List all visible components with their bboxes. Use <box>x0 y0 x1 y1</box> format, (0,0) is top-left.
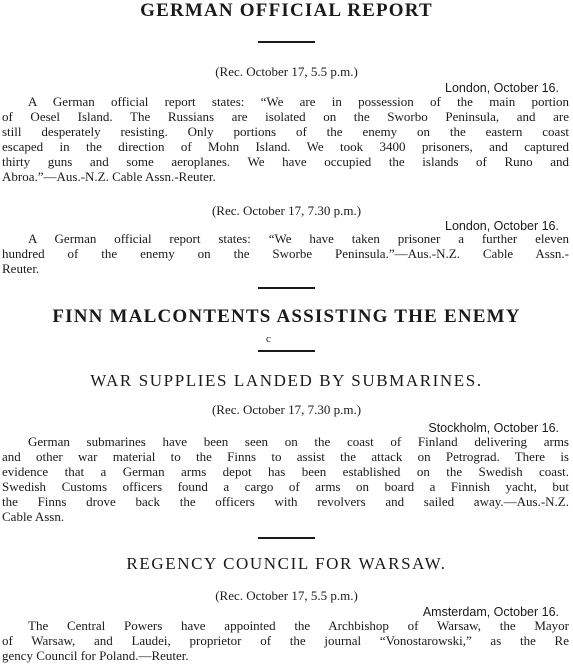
place-dateline: Amsterdam, October 16. <box>422 605 559 619</box>
body-line: A German official report states: “We are in possession of the main portion <box>28 94 569 109</box>
body-line: of Oesel Island. The Russians are isolated on the Sworbo Peninsula, and are <box>2 109 569 124</box>
body-line: hundred of the enemy on the Sworbe Peninsula.”—Aus.-N.Z. Cable Assn.- <box>2 246 569 261</box>
body-line: still desperately resisting. Only portions of the enemy on the eastern coast <box>2 124 569 139</box>
body-line: evidence that a German arms depot has been established on the Swedish coast. <box>2 464 569 479</box>
body-line: the Finns drove back the officers with revolvers and sailed away.—Aus.-N.Z. <box>2 494 569 509</box>
dispatch-body <box>0 94 573 184</box>
subheadline-war-supplies: WAR SUPPLIES LANDED BY SUBMARINES. <box>90 371 483 390</box>
body-line: and other war material to the Finns to assist the attack on Petrograd. There is <box>2 449 569 464</box>
dispatch-body <box>0 231 573 276</box>
headline-finn-malcontents: FINN MALCONTENTS ASSISTING THE ENEMY <box>52 306 521 327</box>
received-dateline: (Rec. October 17, 7.30 p.m.) <box>211 203 362 218</box>
body-line: Reuter. <box>2 261 40 276</box>
section-rule <box>258 287 315 289</box>
stray-mark: c <box>266 333 271 345</box>
headline-german-official-report: GERMAN OFFICIAL REPORT <box>140 0 433 21</box>
body-line: A German official report states: “We have taken prisoner a further eleven <box>28 231 569 246</box>
body-line: escaped in the direction of Mohn Island. We took 3400 prisoners, and captured <box>2 139 569 154</box>
received-dateline: (Rec. October 17, 7.30 p.m.) <box>211 402 362 417</box>
body-line: Swedish Customs officers found a cargo of arms on board a Finnish yacht, but <box>2 479 569 494</box>
section-rule <box>258 41 315 43</box>
received-dateline: (Rec. October 17, 5.5 p.m.) <box>215 64 358 79</box>
body-line: The Central Powers have appointed the Archbishop of Warsaw, the Mayor <box>28 618 569 633</box>
section-rule <box>258 537 315 539</box>
dispatch-body <box>0 434 573 524</box>
received-dateline: (Rec. October 17, 5.5 p.m.) <box>215 588 358 603</box>
section-rule <box>258 350 315 352</box>
place-dateline: London, October 16. <box>445 219 559 233</box>
body-line: gency Council for Poland.—Reuter. <box>2 648 189 663</box>
place-dateline: London, October 16. <box>445 81 559 95</box>
body-line: thirty guns and some aeroplanes. We have occupied the islands of Runo and <box>2 154 569 169</box>
body-line: German submarines have been seen on the coast of Finland delivering arms <box>28 434 569 449</box>
headline-regency-council: REGENCY COUNCIL FOR WARSAW. <box>126 554 447 573</box>
place-dateline: Stockholm, October 16. <box>428 421 559 435</box>
body-line: of Warsaw, and Laudei, proprietor of the journal “Vonostarowski,” as the Re <box>2 633 569 648</box>
body-line: Abroa.”—Aus.-N.Z. Cable Assn.-Reuter. <box>2 169 216 184</box>
dispatch-body <box>0 618 573 663</box>
body-line: Cable Assn. <box>2 509 65 524</box>
